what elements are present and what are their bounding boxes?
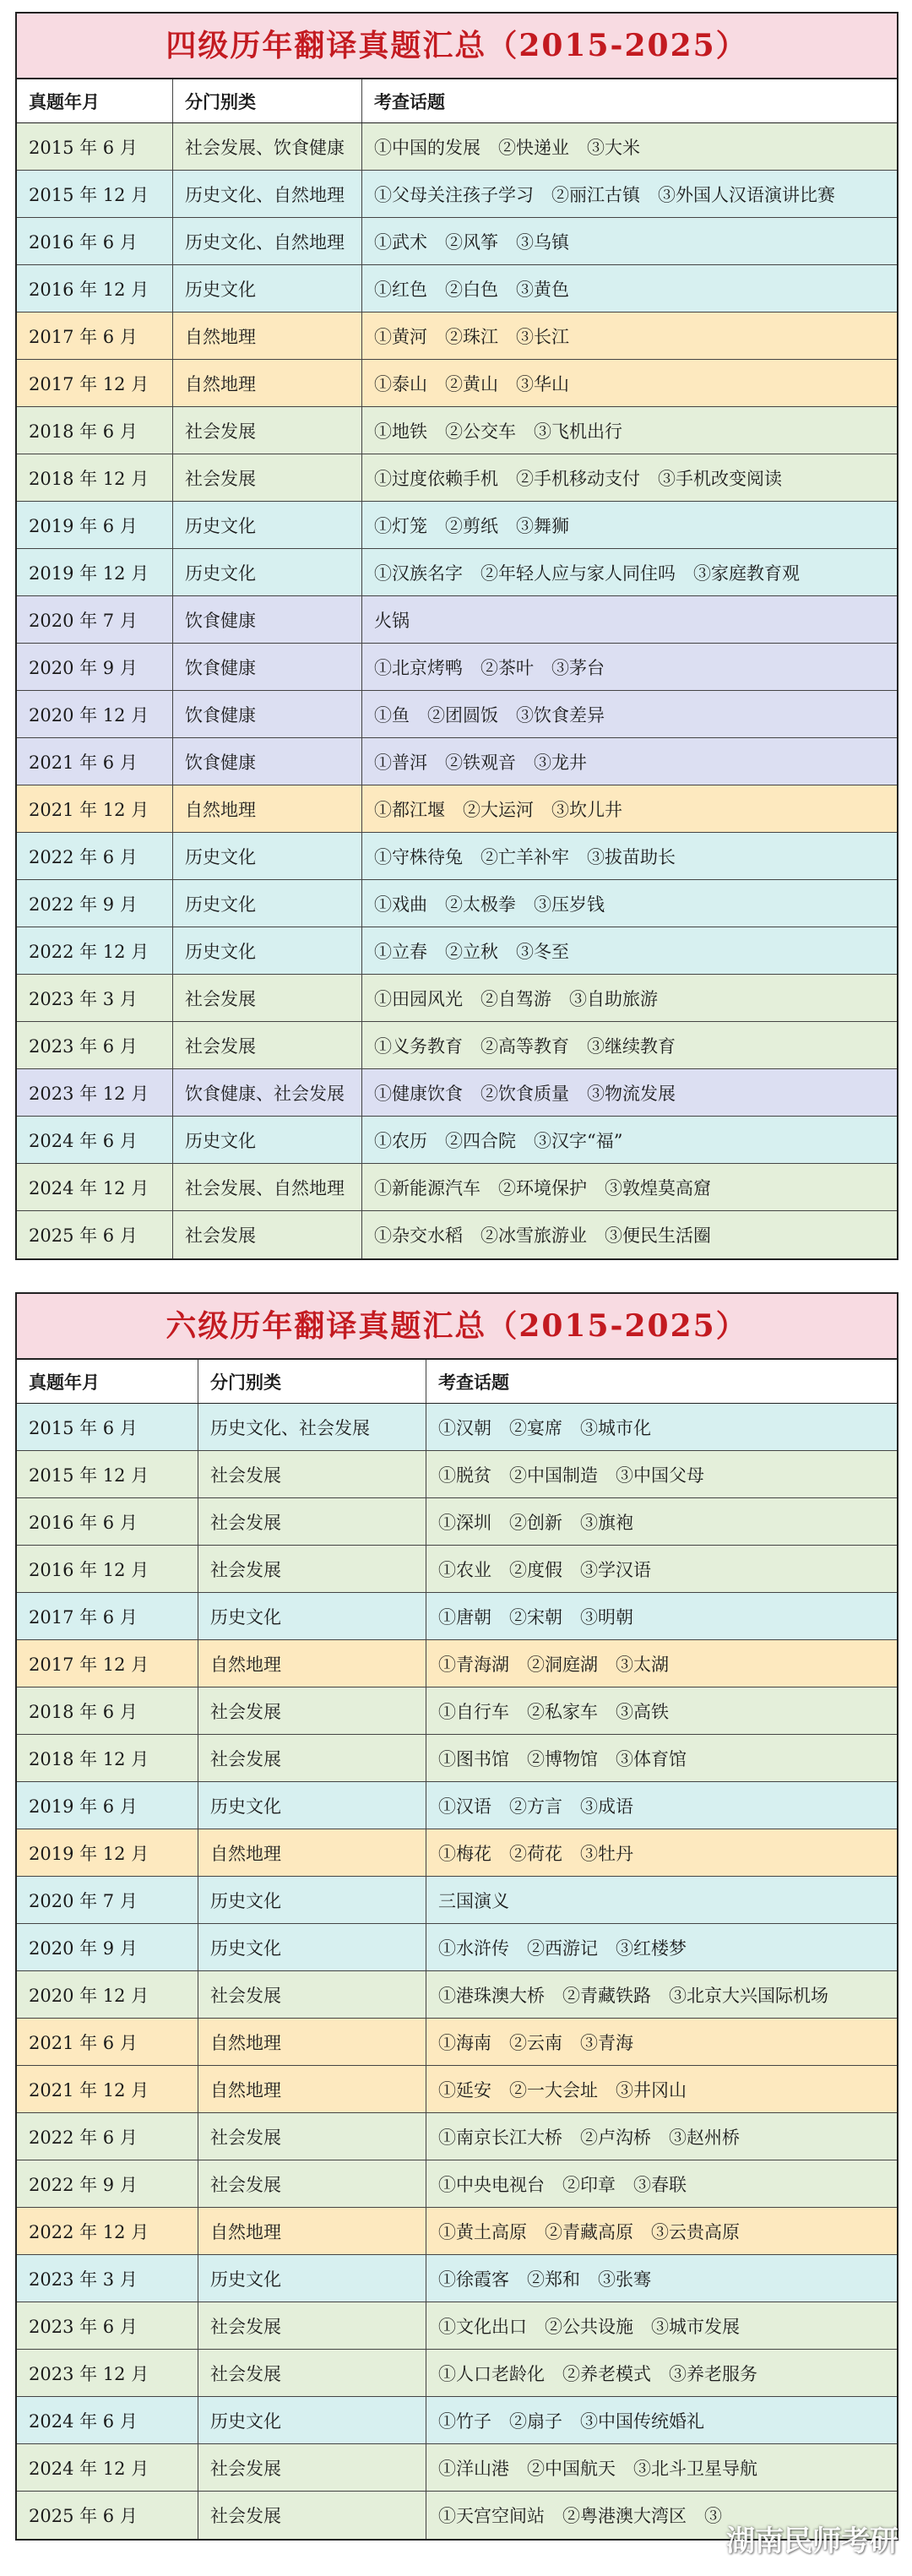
cet4-header-row xyxy=(17,79,897,123)
header-date: 真题年月 xyxy=(29,1371,100,1393)
header-category: 分门别类 xyxy=(198,1360,426,1403)
row-topics: ①港珠澳大桥 ②青藏铁路 ③北京大兴国际机场 xyxy=(426,1971,897,2018)
row-date: 2022 年 6 月 xyxy=(29,846,138,867)
row-topics: ①洋山港 ②中国航天 ③北斗卫星导航 xyxy=(426,2444,897,2491)
row-date: 2016 年 6 月 xyxy=(29,1512,138,1533)
row-topics: ①健康饮食 ②饮食质量 ③物流发展 xyxy=(361,1069,897,1116)
row-date: 2016 年 12 月 xyxy=(29,279,149,300)
row-date: 2023 年 6 月 xyxy=(29,2316,138,2337)
row-category: 社会发展、自然地理 xyxy=(172,1164,361,1210)
row-category: 社会发展 xyxy=(198,2444,426,2491)
row-category: 历史文化 xyxy=(198,1877,426,1923)
row-topics: 火锅 xyxy=(361,596,897,643)
cet4-rows xyxy=(17,123,897,1258)
row-date: 2018 年 12 月 xyxy=(29,1748,149,1769)
row-category: 社会发展 xyxy=(198,2160,426,2207)
row-category: 饮食健康 xyxy=(172,738,361,785)
row-date: 2020 年 9 月 xyxy=(29,1937,138,1959)
row-topics: ①杂交水稻 ②冰雪旅游业 ③便民生活圈 xyxy=(361,1211,897,1258)
table-row xyxy=(17,407,897,454)
table-row xyxy=(17,1782,897,1829)
row-topics: ①脱贫 ②中国制造 ③中国父母 xyxy=(426,1451,897,1497)
row-date: 2017 年 6 月 xyxy=(29,1606,138,1628)
header-topics: 考查话题 xyxy=(361,79,897,122)
row-category: 历史文化 xyxy=(172,549,361,595)
table-row xyxy=(17,549,897,596)
table-row xyxy=(17,596,897,644)
table-row xyxy=(17,218,897,265)
cet4-translation-table xyxy=(15,12,898,1260)
row-category: 社会发展 xyxy=(198,2350,426,2396)
row-category: 历史文化 xyxy=(172,265,361,312)
row-date: 2021 年 6 月 xyxy=(29,2032,138,2053)
row-date: 2019 年 6 月 xyxy=(29,1796,138,1817)
row-topics: ①汉族名字 ②年轻人应与家人同住吗 ③家庭教育观 xyxy=(361,549,897,595)
header-topics: 考查话题 xyxy=(426,1360,897,1403)
row-topics: ①地铁 ②公交车 ③飞机出行 xyxy=(361,407,897,454)
table-row xyxy=(17,2113,897,2160)
table-row xyxy=(17,123,897,171)
row-date: 2018 年 12 月 xyxy=(29,468,149,489)
table-row xyxy=(17,171,897,218)
row-category: 社会发展 xyxy=(172,1022,361,1068)
row-topics: ①黄河 ②珠江 ③长江 xyxy=(361,312,897,359)
row-topics: ①图书馆 ②博物馆 ③体育馆 xyxy=(426,1735,897,1781)
table-row xyxy=(17,833,897,880)
table-row xyxy=(17,738,897,785)
row-topics: ①中央电视台 ②印章 ③春联 xyxy=(426,2160,897,2207)
row-category: 社会发展 xyxy=(198,1451,426,1497)
table-row xyxy=(17,1069,897,1117)
row-date: 2021 年 12 月 xyxy=(29,799,149,820)
row-date: 2024 年 12 月 xyxy=(29,2458,149,2479)
row-date: 2023 年 6 月 xyxy=(29,1035,138,1057)
row-category: 社会发展、饮食健康 xyxy=(172,123,361,170)
row-topics: ①天宫空间站 ②粤港澳大湾区 ③ xyxy=(426,2492,897,2539)
table-row xyxy=(17,1404,897,1451)
row-topics: ①立春 ②立秋 ③冬至 xyxy=(361,927,897,974)
table-row xyxy=(17,1164,897,1211)
row-category: 社会发展 xyxy=(172,1211,361,1258)
row-category: 自然地理 xyxy=(172,360,361,406)
row-date: 2023 年 3 月 xyxy=(29,2269,138,2290)
row-topics: ①唐朝 ②宋朝 ③明朝 xyxy=(426,1593,897,1639)
row-topics: ①普洱 ②铁观音 ③龙井 xyxy=(361,738,897,785)
row-topics: ①自行车 ②私家车 ③高铁 xyxy=(426,1687,897,1734)
row-date: 2025 年 6 月 xyxy=(29,2506,138,2526)
row-date: 2016 年 12 月 xyxy=(29,1559,149,1580)
table-row xyxy=(17,502,897,549)
table-row xyxy=(17,975,897,1022)
cet4-table-title: 四级历年翻译真题汇总（2015-2025） xyxy=(17,14,897,79)
table-row xyxy=(17,785,897,833)
row-date: 2016 年 6 月 xyxy=(29,231,138,253)
row-topics: ①南京长江大桥 ②卢沟桥 ③赵州桥 xyxy=(426,2113,897,2160)
row-category: 社会发展 xyxy=(198,2113,426,2160)
row-category: 社会发展 xyxy=(198,2302,426,2349)
row-date: 2022 年 12 月 xyxy=(29,2221,149,2242)
row-date: 2022 年 12 月 xyxy=(29,941,149,962)
row-category: 历史文化 xyxy=(172,833,361,879)
row-topics: ①过度依赖手机 ②手机移动支付 ③手机改变阅读 xyxy=(361,454,897,501)
table-row xyxy=(17,454,897,502)
table-row xyxy=(17,1877,897,1924)
row-date: 2015 年 6 月 xyxy=(29,137,138,158)
row-category: 自然地理 xyxy=(198,2208,426,2254)
table-row xyxy=(17,2066,897,2113)
row-category: 饮食健康 xyxy=(172,596,361,643)
row-date: 2019 年 12 月 xyxy=(29,562,149,584)
row-topics: ①义务教育 ②高等教育 ③继续教育 xyxy=(361,1022,897,1068)
row-topics: ①武术 ②风筝 ③乌镇 xyxy=(361,218,897,264)
row-topics: ①父母关注孩子学习 ②丽江古镇 ③外国人汉语演讲比赛 xyxy=(361,171,897,217)
table-row xyxy=(17,1971,897,2019)
row-topics: ①田园风光 ②自驾游 ③自助旅游 xyxy=(361,975,897,1021)
table-row xyxy=(17,1640,897,1687)
row-date: 2023 年 12 月 xyxy=(29,1083,149,1104)
row-topics: ①戏曲 ②太极拳 ③压岁钱 xyxy=(361,880,897,927)
table-row xyxy=(17,2160,897,2208)
row-date: 2024 年 6 月 xyxy=(29,2410,138,2432)
table-row xyxy=(17,2444,897,2492)
row-topics: 三国演义 xyxy=(426,1877,897,1923)
table-row xyxy=(17,1546,897,1593)
row-topics: ①徐霞客 ②郑和 ③张骞 xyxy=(426,2255,897,2302)
row-category: 社会发展 xyxy=(172,407,361,454)
row-category: 历史文化 xyxy=(198,1782,426,1829)
table-row xyxy=(17,2255,897,2302)
row-category: 社会发展 xyxy=(198,1687,426,1734)
watermark: 湖南民师考研 xyxy=(726,2524,898,2558)
row-category: 社会发展 xyxy=(198,1735,426,1781)
row-date: 2021 年 12 月 xyxy=(29,2079,149,2100)
table-row xyxy=(17,2397,897,2444)
row-date: 2018 年 6 月 xyxy=(29,1701,138,1722)
row-topics: ①灯笼 ②剪纸 ③舞狮 xyxy=(361,502,897,548)
row-topics: ①新能源汽车 ②环境保护 ③敦煌莫高窟 xyxy=(361,1164,897,1210)
row-date: 2022 年 9 月 xyxy=(29,894,138,915)
cet6-header-row xyxy=(17,1360,897,1404)
row-topics: ①鱼 ②团圆饭 ③饮食差异 xyxy=(361,691,897,737)
row-category: 历史文化 xyxy=(172,1117,361,1163)
row-topics: ①红色 ②白色 ③黄色 xyxy=(361,265,897,312)
row-category: 饮食健康 xyxy=(172,691,361,737)
row-category: 社会发展 xyxy=(198,1971,426,2018)
row-topics: ①水浒传 ②西游记 ③红楼梦 xyxy=(426,1924,897,1970)
table-row xyxy=(17,2302,897,2350)
table-row xyxy=(17,2208,897,2255)
row-topics: ①汉语 ②方言 ③成语 xyxy=(426,1782,897,1829)
row-topics: ①海南 ②云南 ③青海 xyxy=(426,2019,897,2065)
row-date: 2024 年 6 月 xyxy=(29,1130,138,1151)
row-date: 2017 年 12 月 xyxy=(29,373,149,394)
row-category: 社会发展 xyxy=(198,1498,426,1545)
row-category: 自然地理 xyxy=(198,2019,426,2065)
row-date: 2020 年 12 月 xyxy=(29,704,149,726)
row-date: 2015 年 6 月 xyxy=(29,1417,138,1438)
table-row xyxy=(17,1735,897,1782)
row-date: 2019 年 12 月 xyxy=(29,1843,149,1864)
table-row xyxy=(17,1593,897,1640)
row-topics: ①农业 ②度假 ③学汉语 xyxy=(426,1546,897,1592)
row-category: 社会发展 xyxy=(172,454,361,501)
row-category: 社会发展 xyxy=(198,2492,426,2539)
row-date: 2019 年 6 月 xyxy=(29,515,138,536)
cet6-table-title: 六级历年翻译真题汇总（2015-2025） xyxy=(17,1294,897,1360)
row-topics: ①泰山 ②黄山 ③华山 xyxy=(361,360,897,406)
row-topics: ①都江堰 ②大运河 ③坎儿井 xyxy=(361,785,897,832)
table-row xyxy=(17,312,897,360)
row-date: 2015 年 12 月 xyxy=(29,1465,149,1486)
row-topics: ①深圳 ②创新 ③旗袍 xyxy=(426,1498,897,1545)
table-row xyxy=(17,2019,897,2066)
row-category: 历史文化 xyxy=(172,502,361,548)
row-date: 2018 年 6 月 xyxy=(29,421,138,442)
row-category: 自然地理 xyxy=(172,785,361,832)
row-topics: ①黄土高原 ②青藏高原 ③云贵高原 xyxy=(426,2208,897,2254)
row-category: 自然地理 xyxy=(198,1829,426,1876)
row-category: 饮食健康、社会发展 xyxy=(172,1069,361,1116)
row-date: 2020 年 12 月 xyxy=(29,1985,149,2006)
row-date: 2017 年 12 月 xyxy=(29,1654,149,1675)
row-date: 2022 年 6 月 xyxy=(29,2127,138,2148)
row-category: 历史文化 xyxy=(198,2397,426,2443)
table-row xyxy=(17,1924,897,1971)
cet6-translation-table xyxy=(15,1292,898,2541)
row-category: 历史文化 xyxy=(198,1924,426,1970)
row-topics: ①青海湖 ②洞庭湖 ③太湖 xyxy=(426,1640,897,1687)
row-category: 历史文化、自然地理 xyxy=(172,171,361,217)
table-row xyxy=(17,265,897,312)
table-row xyxy=(17,1498,897,1546)
row-category: 历史文化 xyxy=(172,880,361,927)
row-category: 社会发展 xyxy=(198,1546,426,1592)
row-category: 社会发展 xyxy=(172,975,361,1021)
table-row xyxy=(17,880,897,927)
row-topics: ①中国的发展 ②快递业 ③大米 xyxy=(361,123,897,170)
table-row xyxy=(17,1829,897,1877)
row-date: 2017 年 6 月 xyxy=(29,326,138,347)
table-row xyxy=(17,360,897,407)
cet6-rows xyxy=(17,1404,897,2539)
row-topics: ①梅花 ②荷花 ③牡丹 xyxy=(426,1829,897,1876)
table-row xyxy=(17,644,897,691)
row-category: 历史文化 xyxy=(198,1593,426,1639)
row-category: 饮食健康 xyxy=(172,644,361,690)
row-category: 历史文化 xyxy=(172,927,361,974)
row-topics: ①人口老龄化 ②养老模式 ③养老服务 xyxy=(426,2350,897,2396)
row-date: 2024 年 12 月 xyxy=(29,1177,149,1198)
table-row xyxy=(17,1451,897,1498)
table-row xyxy=(17,1687,897,1735)
row-date: 2021 年 6 月 xyxy=(29,752,138,773)
row-date: 2023 年 3 月 xyxy=(29,988,138,1009)
row-category: 历史文化、社会发展 xyxy=(198,1404,426,1450)
row-date: 2023 年 12 月 xyxy=(29,2363,149,2384)
table-row xyxy=(17,1022,897,1069)
row-category: 自然地理 xyxy=(198,2066,426,2112)
row-topics: ①守株待兔 ②亡羊补牢 ③拔苗助长 xyxy=(361,833,897,879)
row-topics: ①延安 ②一大会址 ③井冈山 xyxy=(426,2066,897,2112)
row-date: 2015 年 12 月 xyxy=(29,184,149,205)
row-category: 历史文化 xyxy=(198,2255,426,2302)
table-row xyxy=(17,1211,897,1258)
table-row xyxy=(17,2350,897,2397)
row-date: 2025 年 6 月 xyxy=(29,1226,138,1246)
table-row xyxy=(17,927,897,975)
row-category: 自然地理 xyxy=(198,1640,426,1687)
row-category: 自然地理 xyxy=(172,312,361,359)
row-topics: ①农历 ②四合院 ③汉字“福” xyxy=(361,1117,897,1163)
row-topics: ①汉朝 ②宴席 ③城市化 xyxy=(426,1404,897,1450)
table-row xyxy=(17,691,897,738)
row-date: 2020 年 9 月 xyxy=(29,657,138,678)
row-date: 2020 年 7 月 xyxy=(29,610,138,631)
header-date: 真题年月 xyxy=(29,90,100,112)
table-row xyxy=(17,1117,897,1164)
row-topics: ①文化出口 ②公共设施 ③城市发展 xyxy=(426,2302,897,2349)
row-topics: ①北京烤鸭 ②茶叶 ③茅台 xyxy=(361,644,897,690)
row-topics: ①竹子 ②扇子 ③中国传统婚礼 xyxy=(426,2397,897,2443)
row-date: 2022 年 9 月 xyxy=(29,2174,138,2195)
header-category: 分门别类 xyxy=(172,79,361,122)
row-category: 历史文化、自然地理 xyxy=(172,218,361,264)
row-date: 2020 年 7 月 xyxy=(29,1890,138,1911)
